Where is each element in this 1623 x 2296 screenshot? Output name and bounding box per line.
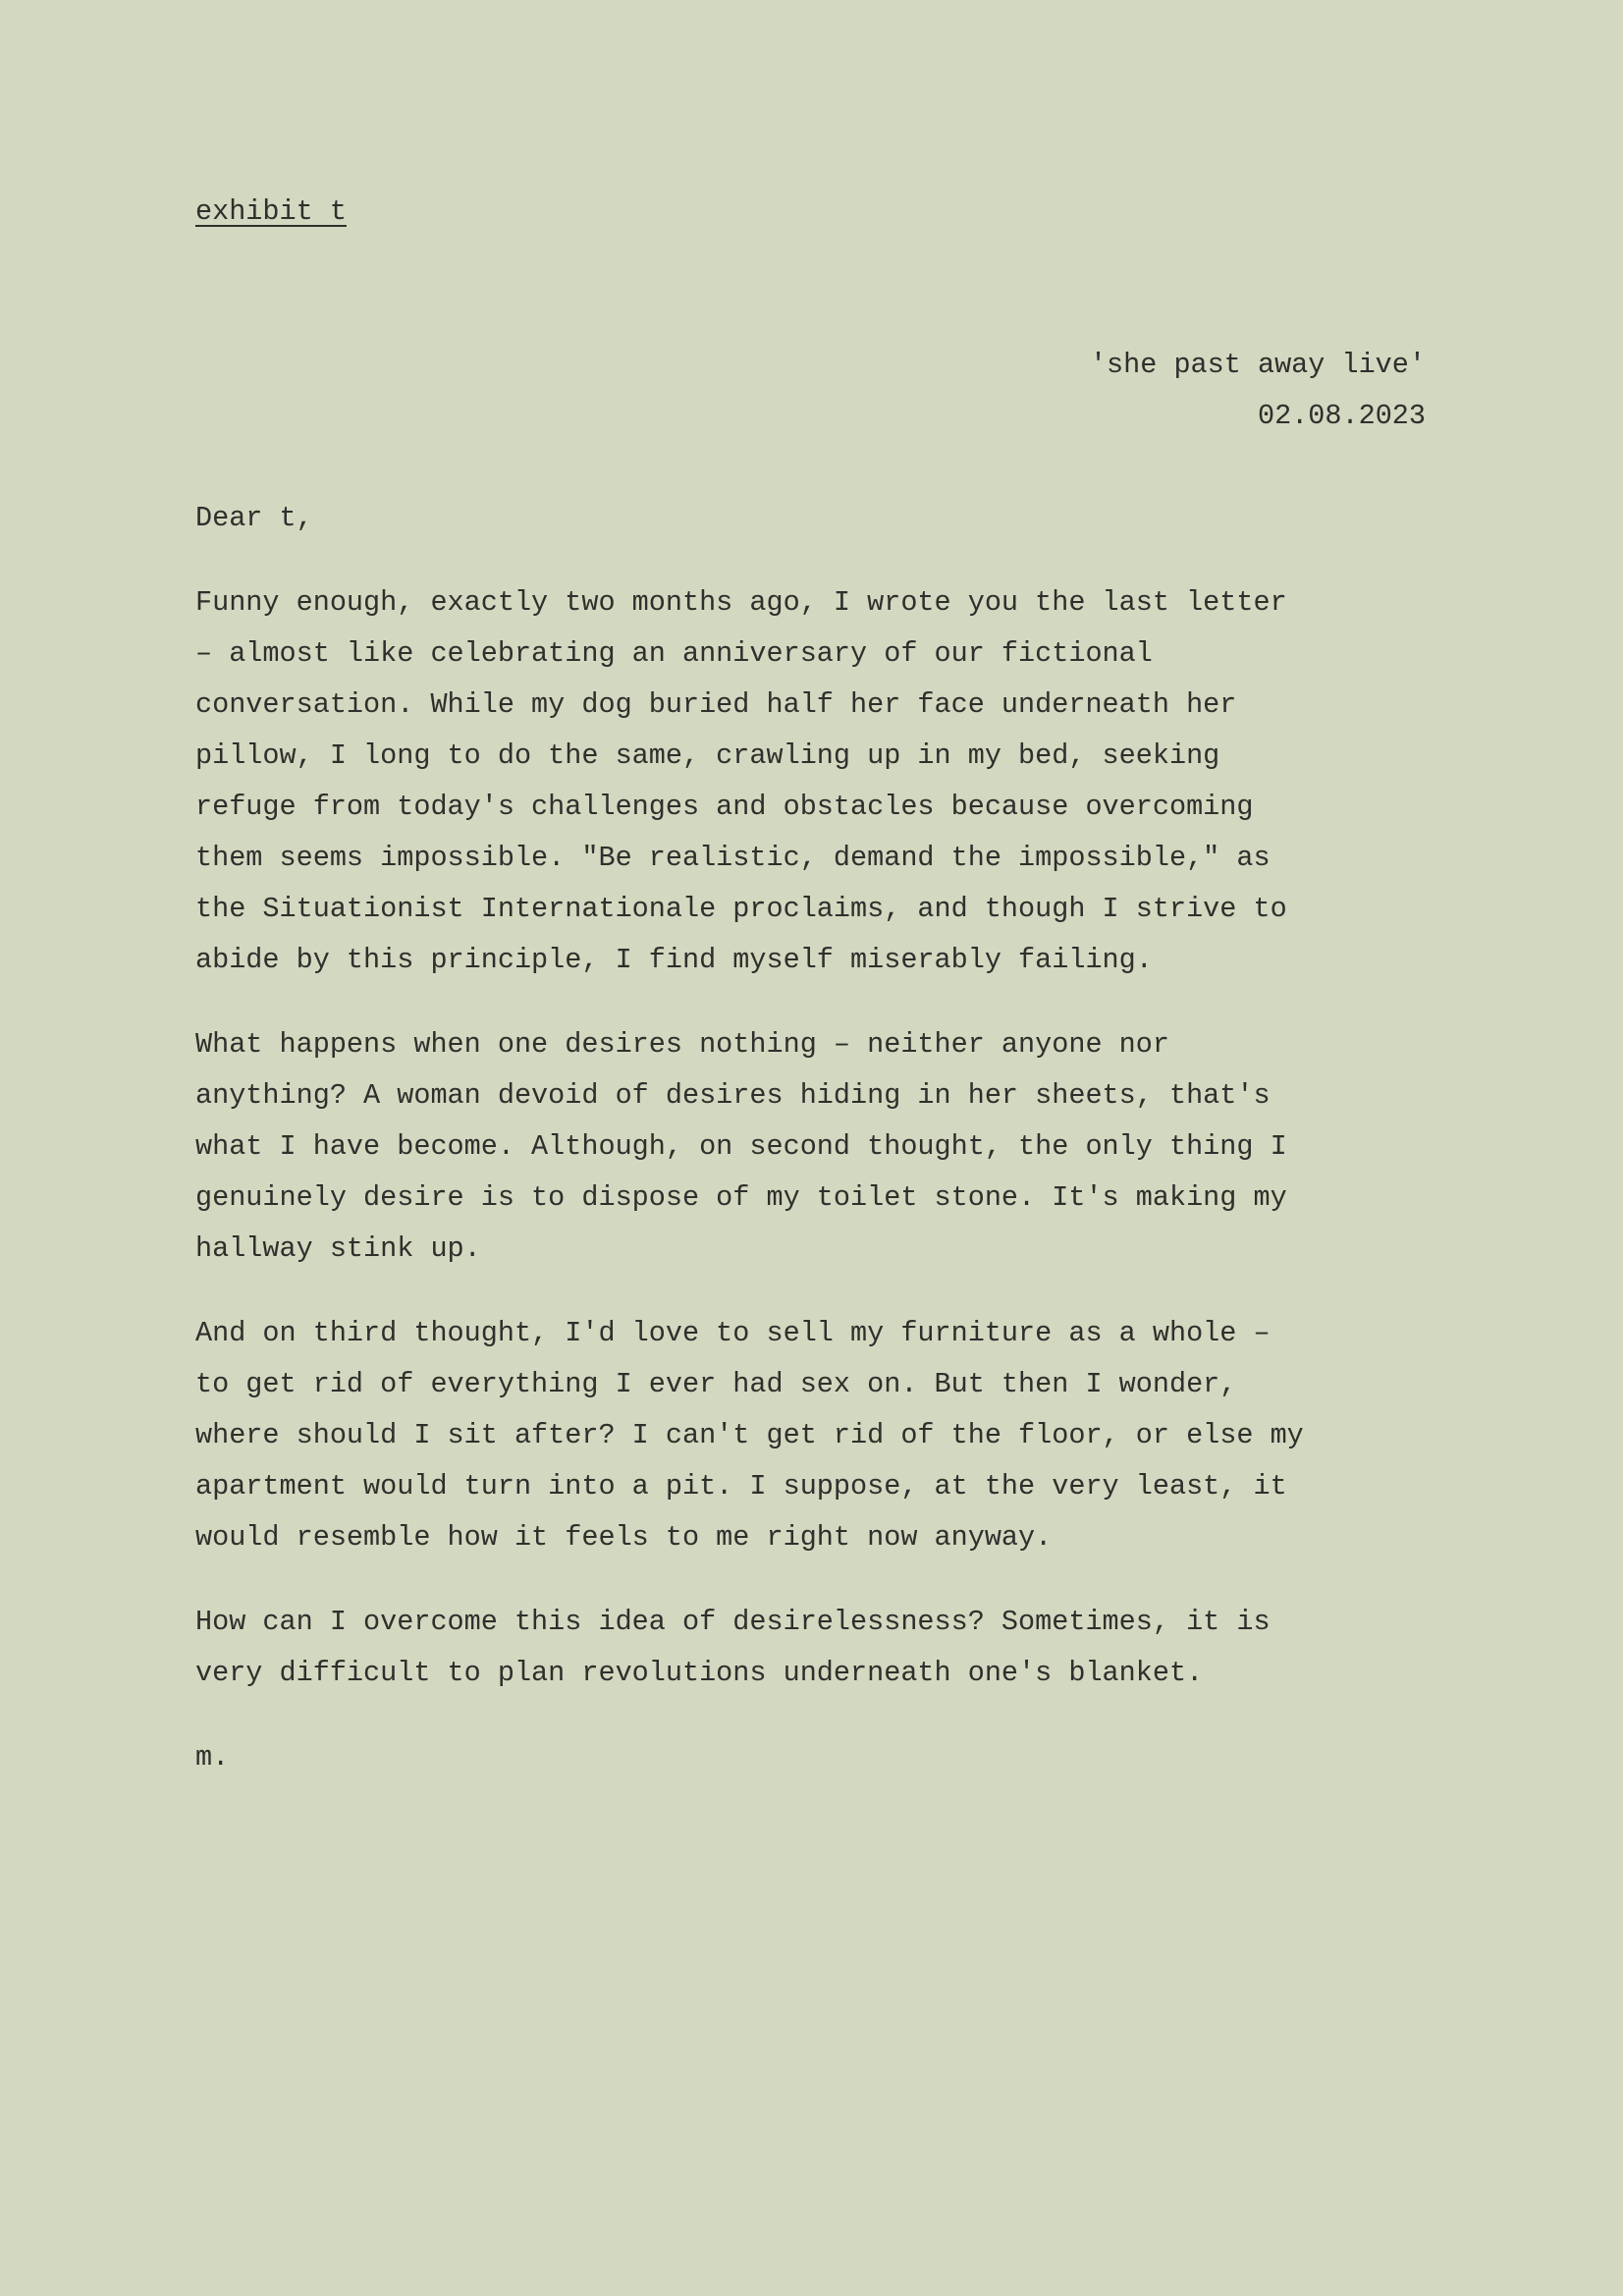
letter-body [195,493,1437,1817]
paragraph-4: How can I overcome this idea of desirelessness? Sometimes, it is very difficult to plan revolutions underneath one's blanket. [195,1606,1271,1689]
salutation: Dear t, [195,502,313,534]
signature: m. [195,1741,230,1774]
letter-title: 'she past away live' [1089,349,1426,381]
paragraph-1: Funny enough, exactly two months ago, I wrote you the last letter – almost like celebrating an anniversary of our fictional conversation. While my dog buried half her face underneath her pillow, I long to do the same, crawling up in my bed, seeking refuge from today's challenges and obstacles because overcoming them seems impossible. "Be realistic, demand the impossible," as the Situationist Internationale proclaims, and though I strive to abide by this principle, I find myself miserably failing. [195,586,1287,976]
paragraph-3: And on third thought, I'd love to sell my furniture as a whole – to get rid of everything I ever had sex on. But then I wonder, where should I sit after? I can't get rid of the floor, or else my apartment would turn into a pit. I suppose, at the very least, it would resemble how it feels to me right now anyway. [195,1317,1304,1554]
exhibit-label: exhibit t [195,195,347,228]
letter-date: 02.08.2023 [1257,400,1426,432]
paragraph-2: What happens when one desires nothing – neither anyone nor anything? A woman devoid of desires hiding in her sheets, that's what I have become. Although, on second thought, the only thing I genuinely desire is to dispose of my toilet stone. It's making my hallway stink up. [195,1028,1287,1265]
letter-meta [1090,340,1426,442]
